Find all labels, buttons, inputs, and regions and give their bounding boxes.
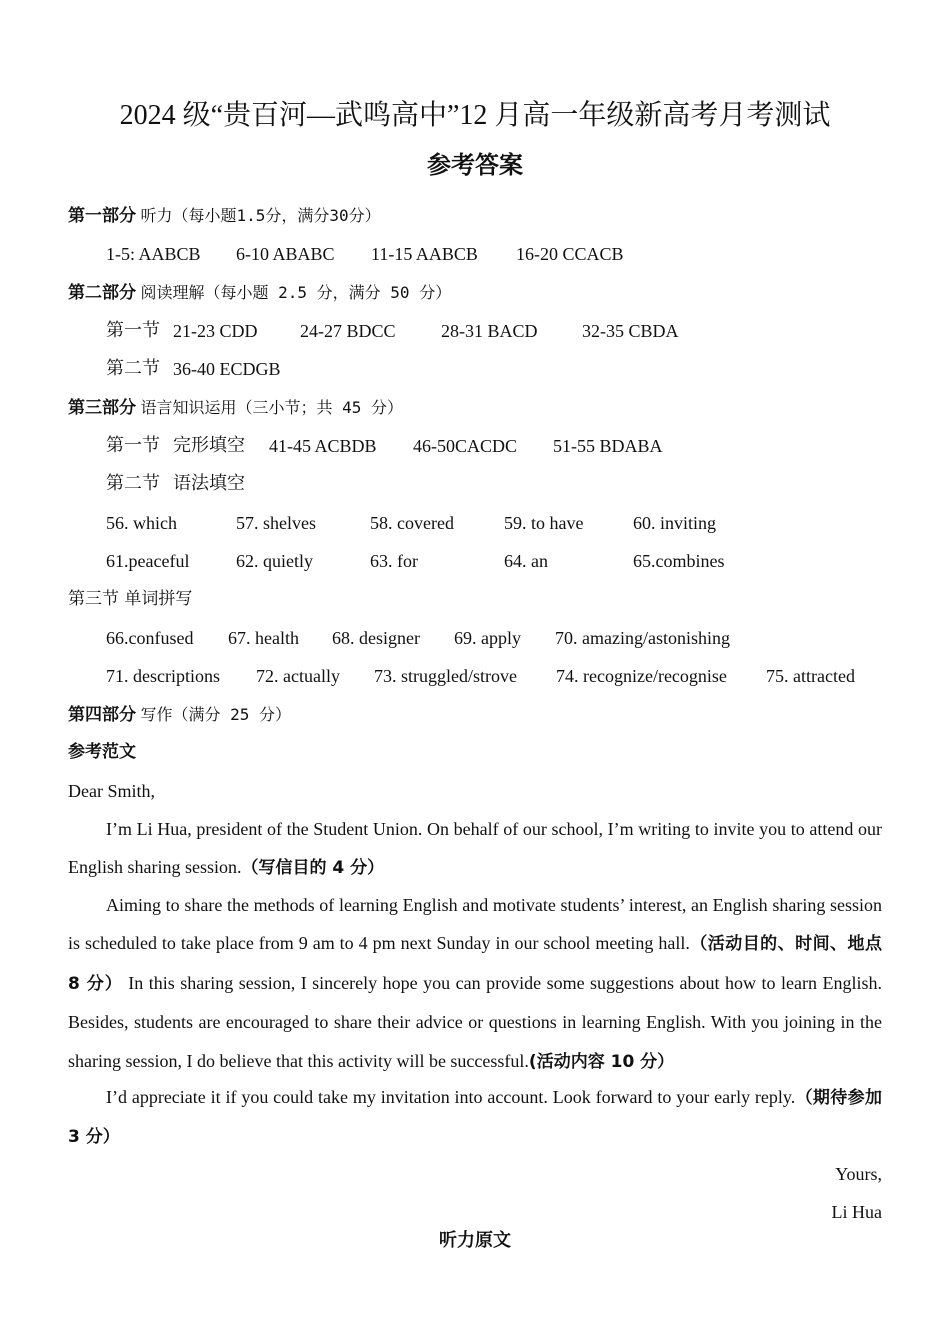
p1-text: I’m Li Hua, president of the Student Union. On behalf of our school, I’m writing to invite you to attend our English sharing session. xyxy=(68,819,882,878)
part3-sec1-answer: 41-45 ACBDB xyxy=(269,436,377,456)
grammar-answer: 64. an xyxy=(504,551,548,571)
part2-sec1-answer: 21-23 CDD xyxy=(173,321,258,341)
grammar-answer: 60. inviting xyxy=(633,513,717,533)
part2-sec1-label: 第一节 xyxy=(106,320,160,341)
spelling-answer: 72. actually xyxy=(256,666,340,686)
part2-heading xyxy=(68,280,451,305)
part2-sec2-label: 第二节 xyxy=(106,358,160,379)
grammar-answer: 57. shelves xyxy=(236,513,316,533)
part3-label: 第三部分 xyxy=(68,398,136,418)
part2-sec1-answer: 32-35 CBDA xyxy=(582,321,679,341)
grammar-answer: 63. for xyxy=(370,551,418,571)
grammar-answer: 56. which xyxy=(106,513,177,533)
page-title: 2024 级“贵百河—武鸣高中”12 月高一年级新高考月考测试 xyxy=(119,100,831,131)
part2-sec2-answer: 36-40 ECDGB xyxy=(173,359,281,379)
letter-closing: Yours, xyxy=(835,1164,882,1184)
p2-score-note-b: (活动内容 10 分） xyxy=(528,1051,675,1072)
sample-essay-label: 参考范文 xyxy=(68,742,136,762)
letter-paragraph-2 xyxy=(68,886,882,1081)
spelling-answer: 73. struggled/strove xyxy=(374,666,517,686)
grammar-answer: 61.peaceful xyxy=(106,551,190,571)
part3-sec3-title: 单词拼写 xyxy=(124,589,193,609)
listening-transcript-heading: 听力原文 xyxy=(439,1230,511,1251)
p3-text: I’d appreciate it if you could take my invitation into account. Look forward to your early reply. xyxy=(106,1087,796,1107)
part3-heading xyxy=(68,395,403,420)
spelling-answer: 70. amazing/astonishing xyxy=(555,628,730,648)
page-subtitle: 参考答案 xyxy=(427,151,523,179)
letter-salutation: Dear Smith, xyxy=(68,781,155,801)
part1-heading xyxy=(68,203,381,228)
part2-sec1-answer: 28-31 BACD xyxy=(441,321,538,341)
part2-sec1-answer: 24-27 BDCC xyxy=(300,321,396,341)
part3-sec3-label: 第三节 xyxy=(68,589,119,609)
part3-sec1-title: 完形填空 xyxy=(173,435,245,456)
part1-answer: 16-20 CCACB xyxy=(516,244,624,264)
part3-sec2-label: 第二节 xyxy=(106,473,160,494)
part4-label: 第四部分 xyxy=(68,705,136,725)
part4-desc: 写作（满分 25 分） xyxy=(140,705,292,724)
grammar-answer: 62. quietly xyxy=(236,551,313,571)
part1-answer: 6-10 ABABC xyxy=(236,244,335,264)
spelling-answer: 71. descriptions xyxy=(106,666,220,686)
spelling-answer: 69. apply xyxy=(454,628,521,648)
spelling-answer: 68. designer xyxy=(332,628,420,648)
grammar-answer: 65.combines xyxy=(633,551,725,571)
part2-label: 第二部分 xyxy=(68,283,136,303)
spelling-answer: 66.confused xyxy=(106,628,194,648)
p1-score-note: （写信目的 4 分） xyxy=(241,858,385,879)
part3-sec1-answer: 46-50CACDC xyxy=(413,436,518,456)
part1-answer: 11-15 AABCB xyxy=(371,244,478,264)
spelling-answer: 67. health xyxy=(228,628,299,648)
grammar-answer: 59. to have xyxy=(504,513,584,533)
part3-sec2-title: 语法填空 xyxy=(173,473,245,494)
part3-sec1-answer: 51-55 BDABA xyxy=(553,436,663,456)
letter-signature: Li Hua xyxy=(831,1202,882,1222)
spelling-answer: 74. recognize/recognise xyxy=(556,666,727,686)
p2-score-note-a: （活动目的、时间、地点 8 分） xyxy=(68,934,882,994)
part1-label: 第一部分 xyxy=(68,206,136,226)
part3-desc: 语言知识运用（三小节；共 45 分） xyxy=(140,398,404,417)
letter-paragraph-1 xyxy=(68,810,882,888)
p2-text-a: Aiming to share the methods of learning English and motivate students’ interest, an English sharing session is scheduled to take place from 9 am to 4 pm next Sunday in our school meeting hall. xyxy=(68,895,882,954)
p2-text-b: In this sharing session, I sincerely hope you can provide some suggestions about how to learn English. Besides, students are encouraged to share their advice or questions in learning English. With you joining in the sharing session, I do believe that this activity will be successful. xyxy=(68,972,882,1071)
grammar-answer: 58. covered xyxy=(370,513,454,533)
part1-answer: 1-5: AABCB xyxy=(106,244,201,264)
letter-paragraph-3 xyxy=(68,1078,882,1157)
p3-score-note: （期待参加 3 分） xyxy=(68,1088,882,1148)
part3-sec1-label: 第一节 xyxy=(106,435,160,456)
part2-desc: 阅读理解（每小题 2.5 分，满分 50 分） xyxy=(140,283,452,302)
part3-sec3-heading xyxy=(68,587,192,611)
part4-heading xyxy=(68,702,291,727)
spelling-answer: 75. attracted xyxy=(766,666,855,686)
part1-desc: 听力（每小题1.5分，满分30分） xyxy=(140,206,381,225)
